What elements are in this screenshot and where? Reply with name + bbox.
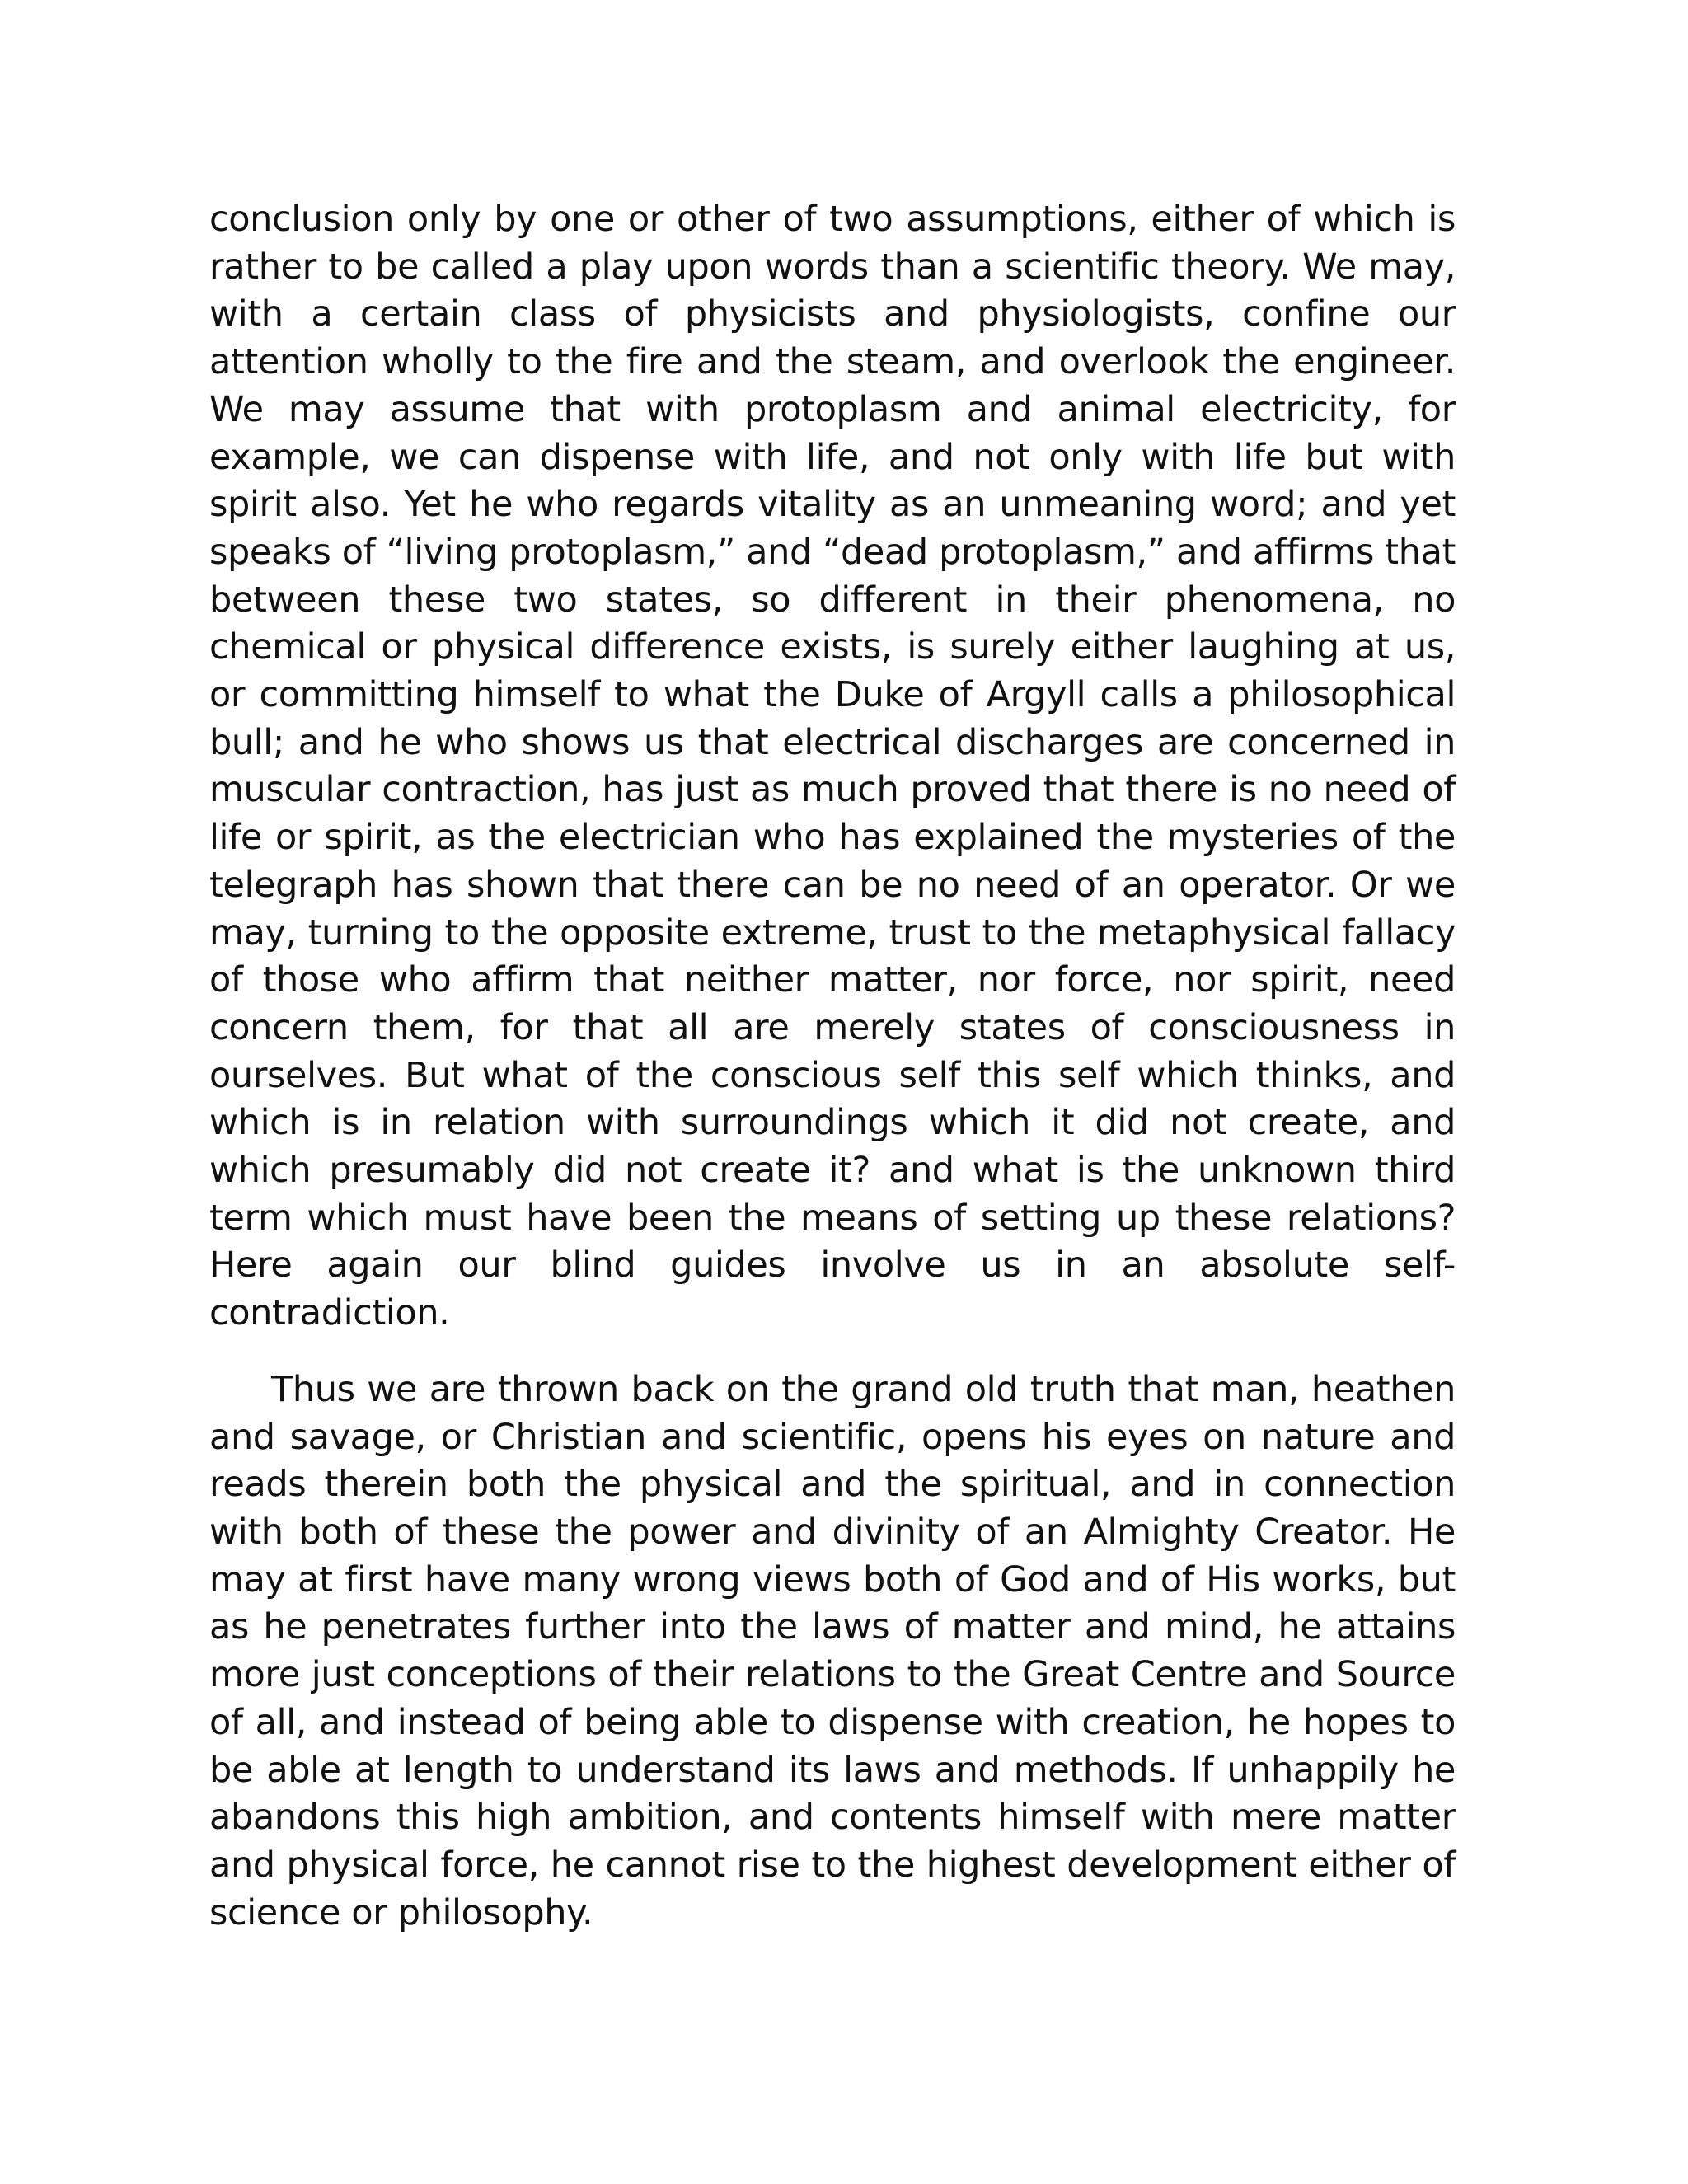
body-text [209,196,1456,1937]
paragraph: Thus we are thrown back on the grand old truth that man, heathen and savage, or Christian and scientific, opens his eyes on nature and reads therein both the physical and the spiritual, and in connection with both of these the power and divinity of an Almighty Creator. He may at first have many wrong views both of God and of His works, but as he penetrates further into the laws of matter and mind, he attains more just conceptions of their relations to the Great Centre and Source of all, and instead of being able to dispense with creation, he hopes to be able at length to understand its laws and methods. If unhappily he abandons this high ambition, and contents himself with mere matter and physical force, he cannot rise to the highest development either of science or philosophy. [209,1368,1456,1933]
paragraph: conclusion only by one or other of two assumptions, either of which is rather to be called a play upon words than a scientific theory. We may, with a certain class of physicists and physiologists, confine our attention wholly to the fire and the steam, and overlook the engineer. We may assume that with protoplasm and animal electricity, for example, we can dispense with life, and not only with life but with spirit also. Yet he who regards vitality as an unmeaning word; and yet speaks of “living protoplasm,” and “dead protoplasm,” and affirms that between these two states, so different in their phenomena, no chemical or physical difference exists, is surely either laughing at us, or committing himself to what the Duke of Argyll calls a philosophical bull; and he who shows us that electrical discharges are concerned in muscular contraction, has just as much proved that there is no need of life or spirit, as the electrician who has explained the mysteries of the telegraph has shown that there can be no need of an operator. Or we may, turning to the opposite extreme, trust to the metaphysical fallacy of those who affirm that neither matter, nor force, nor spirit, need concern them, for that all are merely states of consciousness in ourselves. But what of the conscious self this self which thinks, and which is in relation with surroundings which it did not create, and which presumably did not create it? and what is the unknown third term which must have been the means of setting up these relations? Here again our blind guides involve us in an absolute self-contradiction. [209,199,1456,1334]
